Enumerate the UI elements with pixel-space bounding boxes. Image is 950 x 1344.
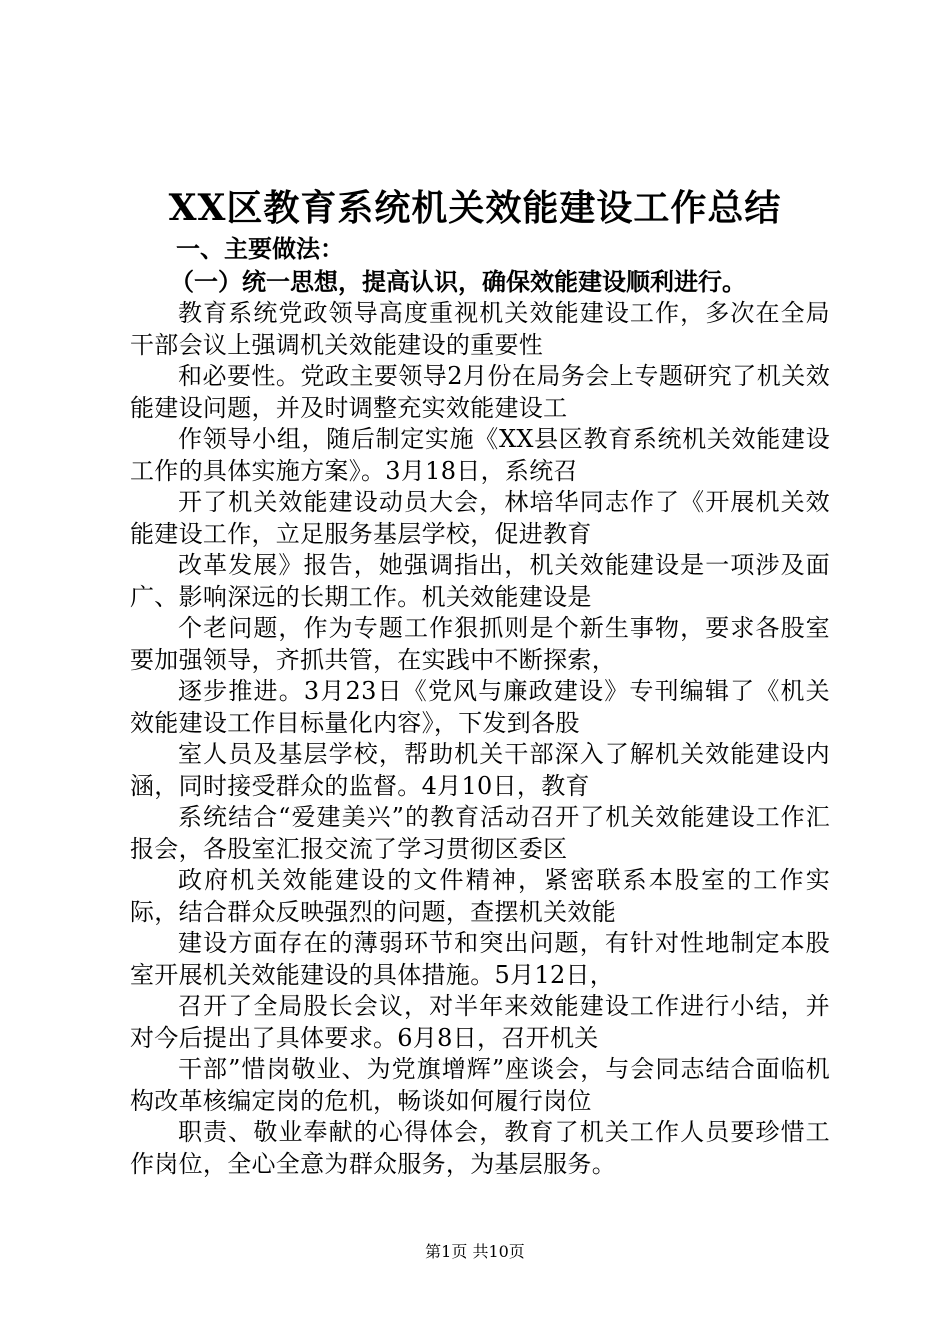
subsection-heading: （一）统一思想，提高认识，确保效能建设顺利进行。 [170,268,746,296]
paragraph: 召开了全局股长会议，对半年来效能建设工作进行小结，并对今后提出了具体要求。6月8日，召开机关 [130,992,830,1052]
paragraph: 教育系统党政领导高度重视机关效能建设工作，多次在全局干部会议上强调机关效能建设的重要性 [130,299,830,359]
paragraph: 建设方面存在的薄弱环节和突出问题，有针对性地制定本股室开展机关效能建设的具体措施。5月12日， [130,929,830,989]
paragraph: 改革发展》报告，她强调指出，机关效能建设是一项涉及面广、影响深远的长期工作。机关效能建设是 [130,551,830,611]
document-title: XX区教育系统机关效能建设工作总结 [168,187,782,229]
section-heading: 一、主要做法： [176,235,344,263]
paragraph: 干部”惜岗敬业、为党旗增辉”座谈会，与会同志结合面临机构改革核编定岗的危机，畅谈如何履行岗位 [130,1055,830,1115]
paragraph: 作领导小组，随后制定实施《XX县区教育系统机关效能建设工作的具体实施方案》。3月18日，系统召 [130,425,830,485]
body-text [130,298,830,1180]
paragraph: 开了机关效能建设动员大会，林培华同志作了《开展机关效能建设工作，立足服务基层学校，促进教育 [130,488,830,548]
paragraph: 逐步推进。3月23日《党风与廉政建设》专刊编辑了《机关效能建设工作目标量化内容》，下发到各股 [130,677,830,737]
paragraph: 职责、敬业奉献的心得体会，教育了机关工作人员要珍惜工作岗位，全心全意为群众服务，为基层服务。 [130,1118,830,1178]
paragraph: 室人员及基层学校，帮助机关干部深入了解机关效能建设内涵，同时接受群众的监督。4月10日，教育 [130,740,830,800]
paragraph: 和必要性。党政主要领导2月份在局务会上专题研究了机关效能建设问题，并及时调整充实效能建设工 [130,362,830,422]
paragraph: 政府机关效能建设的文件精神，紧密联系本股室的工作实际，结合群众反映强烈的问题，查摆机关效能 [130,866,830,926]
paragraph: 系统结合“爱建美兴”的教育活动召开了机关效能建设工作汇报会，各股室汇报交流了学习贯彻区委区 [130,803,830,863]
page-footer: 第1页 共10页 [425,1242,525,1261]
paragraph: 个老问题，作为专题工作狠抓则是个新生事物，要求各股室要加强领导，齐抓共管，在实践中不断探索， [130,614,830,674]
